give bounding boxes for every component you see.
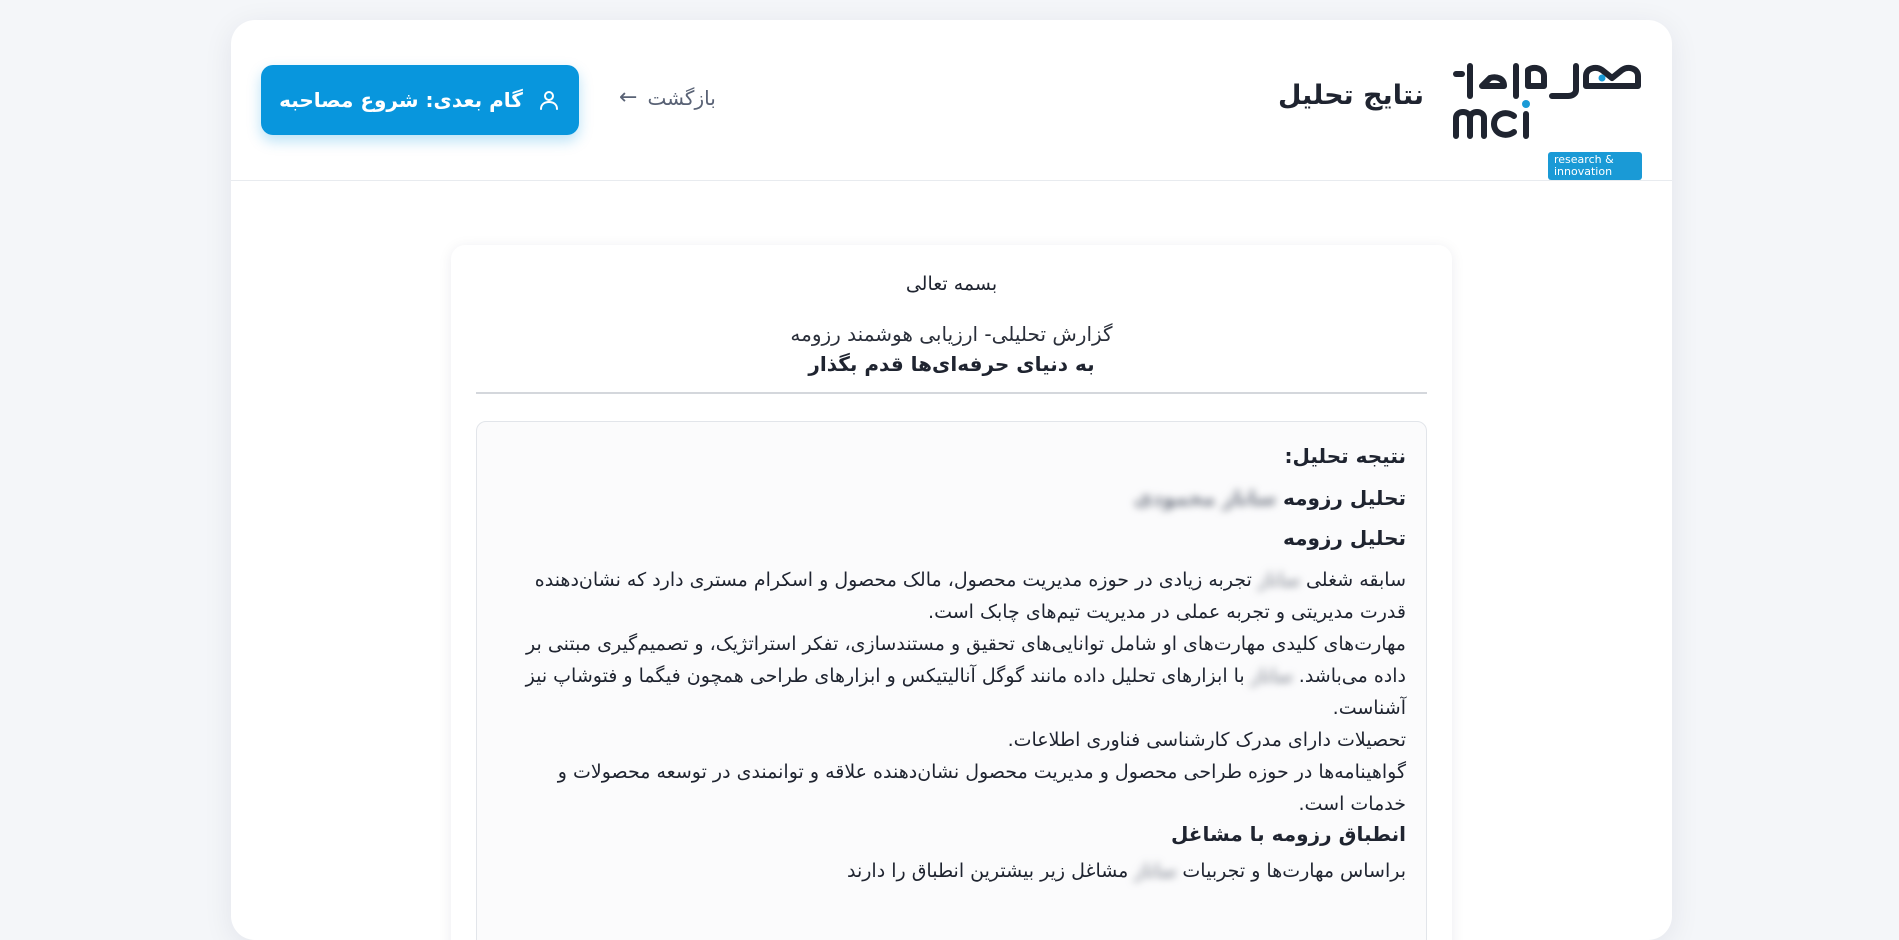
mci-logo: [1452, 60, 1642, 178]
candidate-first-name: ساناز: [1250, 665, 1293, 687]
experience-prefix: سابقه شغلی: [1305, 569, 1406, 591]
arrow-left-icon: ←: [619, 85, 638, 110]
start-interview-label: گام بعدی: شروع مصاحبه: [279, 88, 523, 112]
report-subtitle: به دنیای حرفه‌ای‌ها قدم بگذار: [808, 352, 1095, 376]
logo-tag-line1: research &: [1554, 153, 1614, 166]
skills-text: مهارت‌های کلیدی مهارت‌های او شامل توانایی‌های تحقیق و مستندسازی، تفکر استراتژیک، و تصمیم‌گیری مبتنی بر داده می‌باشد.: [526, 633, 1406, 687]
match-prefix: براساس مهارت‌ها و تجربیات: [1182, 860, 1406, 882]
report-title: گزارش تحلیلی- ارزیابی هوشمند رزومه: [790, 322, 1113, 346]
analysis-panel: [476, 421, 1427, 940]
back-label: بازگشت: [647, 85, 716, 110]
match-text: [497, 860, 1406, 882]
divider: [476, 392, 1427, 394]
back-link[interactable]: [619, 85, 716, 110]
start-interview-button[interactable]: [261, 65, 579, 135]
experience-text: تجربه زیادی در حوزه مدیریت محصول، مالک محصول و اسکرام مستری دارد که نشان‌دهنده قدرت مدیریتی و تجربه عملی در مدیریت تیم‌های چابک است.: [534, 569, 1406, 623]
mci-logo-icon: [1452, 60, 1642, 140]
candidate-first-name: ساناز: [1134, 860, 1177, 882]
logo-tag-line2: innovation: [1554, 165, 1613, 178]
candidate-first-name: ساناز: [1257, 569, 1300, 591]
page-title: نتایج تحلیل: [1277, 80, 1424, 111]
resume-heading-prefix: تحلیل رزومه: [1282, 486, 1406, 510]
experience-paragraph: [497, 564, 1406, 628]
skills-tools-text: با ابزارهای تحلیل داده مانند گوگل آنالیتیکس و ابزارهای طراحی همچون فیگما و فتوشاپ نیز آشناست.: [525, 665, 1406, 719]
header: [231, 20, 1672, 181]
certificates-paragraph: گواهینامه‌ها در حوزه طراحی محصول و مدیریت محصول نشان‌دهنده علاقه و توانمندی در توسعه محصولات و خدمات است.: [557, 761, 1406, 815]
match-heading: انطباق رزومه با مشاغل: [1170, 822, 1406, 846]
report-card: [451, 245, 1452, 940]
education-paragraph: تحصیلات دارای مدرک کارشناسی فناوری اطلاعات.: [1007, 729, 1406, 751]
candidate-name: ساناز محمودی: [1133, 486, 1276, 510]
app-shell: [231, 20, 1672, 940]
match-rest: مشاغل زیر بیشترین انطباق را دارند: [846, 860, 1129, 882]
analysis-heading: تحلیل رزومه: [1282, 526, 1406, 550]
analysis-body: [497, 564, 1406, 820]
basmala: بسمه تعالی: [905, 273, 998, 295]
skills-paragraph: [497, 628, 1406, 724]
result-heading: نتیجه تحلیل:: [1284, 444, 1406, 468]
user-icon: [537, 88, 561, 112]
resume-heading: [497, 486, 1406, 510]
logo-tagline: [1548, 152, 1642, 180]
